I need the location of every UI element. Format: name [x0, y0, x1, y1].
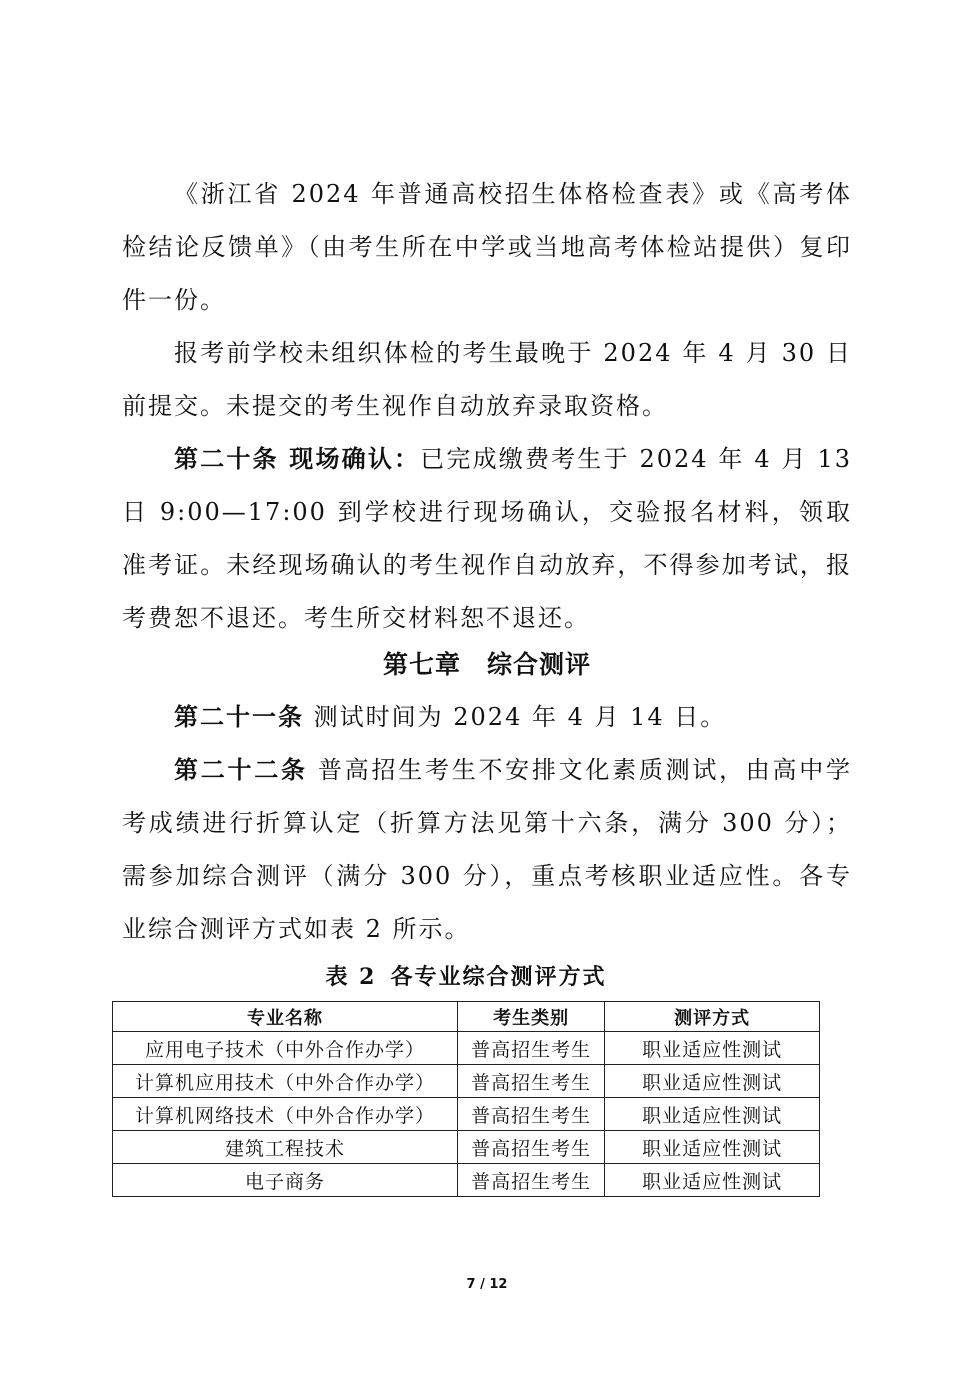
- table-caption-number: 表 2: [325, 964, 377, 990]
- cell-major: 计算机应用技术（中外合作办学）: [113, 1065, 458, 1098]
- article-22: [122, 743, 852, 956]
- table-header-row: [113, 1002, 820, 1032]
- chapter-number: 第七章: [382, 650, 461, 679]
- cell-method: 职业适应性测试: [605, 1098, 820, 1131]
- cell-method: 职业适应性测试: [605, 1131, 820, 1164]
- cell-method: 职业适应性测试: [605, 1032, 820, 1065]
- table-caption: [112, 960, 820, 991]
- article-21-body: 测试时间为 2024 年 4 月 14 日。: [304, 703, 727, 731]
- cell-method: 职业适应性测试: [605, 1164, 820, 1197]
- cell-category: 普高招生考生: [458, 1164, 605, 1197]
- cell-major: 应用电子技术（中外合作办学）: [113, 1032, 458, 1065]
- header-candidate-category: 考生类别: [458, 1002, 605, 1032]
- article-21-title: 第二十一条: [174, 702, 304, 731]
- cell-major: 电子商务: [113, 1164, 458, 1197]
- article-20: [122, 432, 852, 645]
- paragraph-health-deadline: [122, 327, 852, 433]
- table-row: [113, 1065, 820, 1098]
- cell-major: 计算机网络技术（中外合作办学）: [113, 1098, 458, 1131]
- article-21: [122, 690, 852, 744]
- cell-category: 普高招生考生: [458, 1098, 605, 1131]
- article-20-title: 第二十条 现场确认：: [174, 444, 421, 473]
- chapter-heading: [122, 645, 852, 685]
- cell-category: 普高招生考生: [458, 1131, 605, 1164]
- cell-method: 职业适应性测试: [605, 1065, 820, 1098]
- paragraph-text: 《浙江省 2024 年普通高校招生体格检查表》或《高考体检结论反馈单》（由考生所在中学或当地高考体检站提供）复印件一份。: [122, 180, 852, 314]
- page-number: 7 / 12: [466, 1277, 508, 1292]
- chapter-title: 综合测评: [487, 650, 592, 679]
- article-20-body: 已完成缴费考生于 2024 年 4 月 13 日 9:00—17:00 到学校进行现场确认，交验报名材料，领取准考证。未经现场确认的考生视作自动放弃，不得参加考试，报考费恕不退还。考生所交材料恕不退还。: [122, 445, 852, 632]
- cell-major: 建筑工程技术: [113, 1131, 458, 1164]
- header-major-name: 专业名称: [113, 1002, 458, 1032]
- article-22-body: 普高招生考生不安排文化素质测试，由高中学考成绩进行折算认定（折算方法见第十六条，满分 300 分）；需参加综合测评（满分 300 分），重点考核职业适应性。各专业综合测评方式如表 2 所示。: [122, 756, 852, 943]
- table-row: [113, 1131, 820, 1164]
- paragraph-text: 报考前学校未组织体检的考生最晚于 2024 年 4 月 30 日前提交。未提交的考生视作自动放弃录取资格。: [122, 339, 852, 420]
- evaluation-table: [112, 1001, 820, 1197]
- header-evaluation-method: 测评方式: [605, 1002, 820, 1032]
- table-row: [113, 1164, 820, 1197]
- cell-category: 普高招生考生: [458, 1065, 605, 1098]
- article-22-title: 第二十二条: [174, 755, 308, 784]
- table-caption-title: 各专业综合测评方式: [390, 964, 607, 990]
- paragraph-health-form: [122, 168, 852, 327]
- table-row: [113, 1032, 820, 1065]
- table-row: [113, 1098, 820, 1131]
- cell-category: 普高招生考生: [458, 1032, 605, 1065]
